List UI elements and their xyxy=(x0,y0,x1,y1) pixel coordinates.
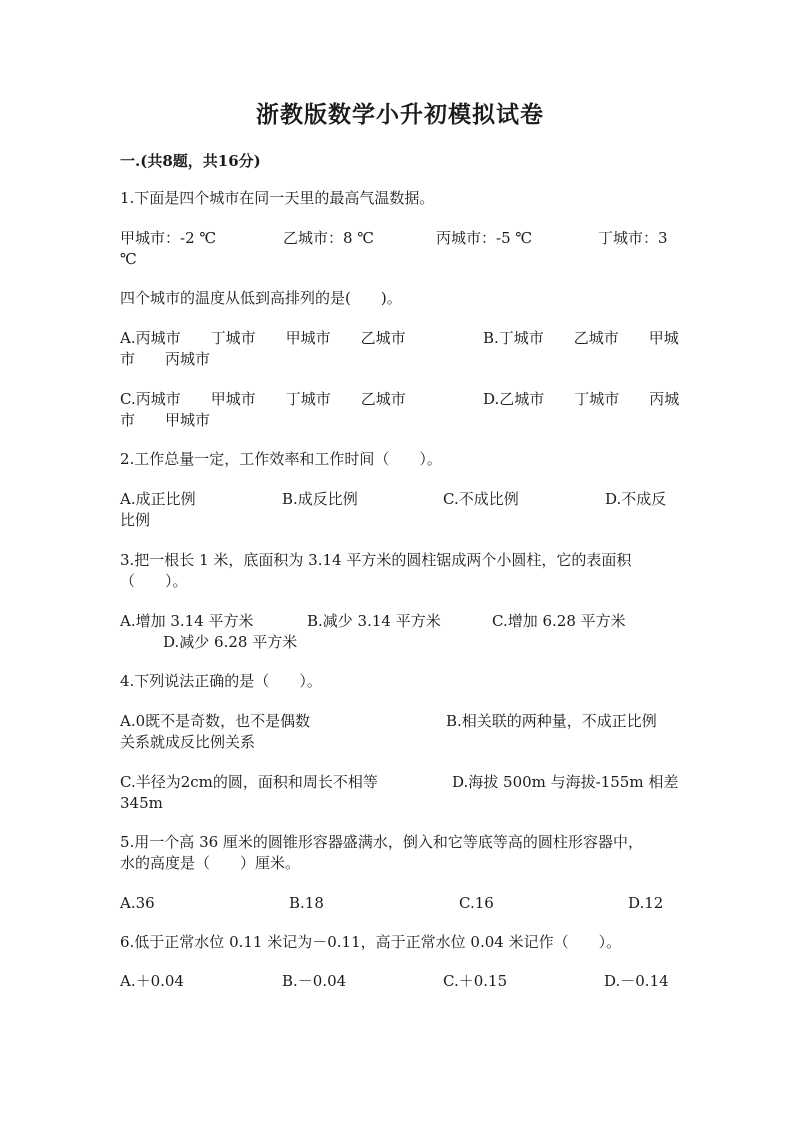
q1-option-c[interactable]: C.丙城市 甲城市 丁城市 乙城市 xyxy=(120,390,406,408)
question-5-stem: 5.用一个高 36 厘米的圆锥形容器盛满水，倒入和它等底等高的圆柱形容器中， xyxy=(120,833,643,851)
q2-option-d[interactable]: D.不成反 xyxy=(605,490,667,508)
q2-option-c[interactable]: C.不成比例 xyxy=(443,490,519,508)
question-5-stem-wrap: 水的高度是（ ）厘米。 xyxy=(120,854,301,872)
q2-option-d-wrap: 比例 xyxy=(120,511,151,529)
question-1-prompt: 四个城市的温度从低到高排列的是( )。 xyxy=(120,289,402,307)
q3-option-a[interactable]: A.增加 3.14 平方米 xyxy=(120,612,254,630)
q3-option-b[interactable]: B.减少 3.14 平方米 xyxy=(307,612,441,630)
question-1-stem: 1.下面是四个城市在同一天里的最高气温数据。 xyxy=(120,189,435,207)
q5-option-a[interactable]: A.36 xyxy=(120,894,155,912)
question-4-stem: 4.下列说法正确的是（ ）。 xyxy=(120,672,322,690)
question-6-stem: 6.低于正常水位 0.11 米记为－0.11，高于正常水位 0.04 米记作（ ）。 xyxy=(120,933,622,951)
q5-option-b[interactable]: B.18 xyxy=(289,894,324,912)
q6-option-d[interactable]: D.－0.14 xyxy=(604,972,669,990)
q4-option-d[interactable]: D.海拔 500m 与海拔-155m 相差 xyxy=(452,773,679,791)
q6-option-c[interactable]: C.＋0.15 xyxy=(443,972,508,990)
q3-option-c[interactable]: C.增加 6.28 平方米 xyxy=(492,612,626,630)
q3-option-d[interactable]: D.减少 6.28 平方米 xyxy=(163,633,298,651)
q6-option-a[interactable]: A.＋0.04 xyxy=(120,972,184,990)
q1-option-a[interactable]: A.丙城市 丁城市 甲城市 乙城市 xyxy=(120,329,406,347)
question-3-stem-wrap: （ ）。 xyxy=(120,572,188,590)
q6-option-b[interactable]: B.－0.04 xyxy=(282,972,347,990)
q1-data-ding-unit: ℃ xyxy=(120,250,137,268)
question-2-stem: 2.工作总量一定，工作效率和工作时间（ ）。 xyxy=(120,450,442,468)
q5-option-d[interactable]: D.12 xyxy=(628,894,664,912)
q4-option-a[interactable]: A.0既不是奇数，也不是偶数 xyxy=(120,712,311,730)
q1-data-jia: 甲城市：-2 ℃ xyxy=(120,229,217,247)
q1-option-b[interactable]: B.丁城市 乙城市 甲城 xyxy=(483,329,679,347)
q4-option-b-wrap: 关系就成反比例关系 xyxy=(120,733,256,751)
q1-option-b-wrap: 市 丙城市 xyxy=(120,350,211,368)
q1-data-bing: 丙城市：-5 ℃ xyxy=(436,229,533,247)
q1-data-ding: 丁城市：3 xyxy=(598,229,668,247)
q4-option-d-wrap: 345m xyxy=(120,794,163,812)
q2-option-b[interactable]: B.成反比例 xyxy=(282,490,358,508)
q1-data-yi: 乙城市：8 ℃ xyxy=(283,229,375,247)
question-3-stem: 3.把一根长 1 米，底面积为 3.14 平方米的圆柱锯成两个小圆柱，它的表面积 xyxy=(120,551,632,569)
page-title: 浙教版数学小升初模拟试卷 xyxy=(256,101,544,128)
q1-option-d[interactable]: D.乙城市 丁城市 丙城 xyxy=(483,390,680,408)
q5-option-c[interactable]: C.16 xyxy=(459,894,494,912)
q1-option-d-wrap: 市 甲城市 xyxy=(120,411,211,429)
q2-option-a[interactable]: A.成正比例 xyxy=(120,490,196,508)
q4-option-c[interactable]: C.半径为2cm的圆，面积和周长不相等 xyxy=(120,773,378,791)
section-heading: 一.(共8题，共16分) xyxy=(120,152,261,170)
q4-option-b[interactable]: B.相关联的两种量，不成正比例 xyxy=(446,712,657,730)
